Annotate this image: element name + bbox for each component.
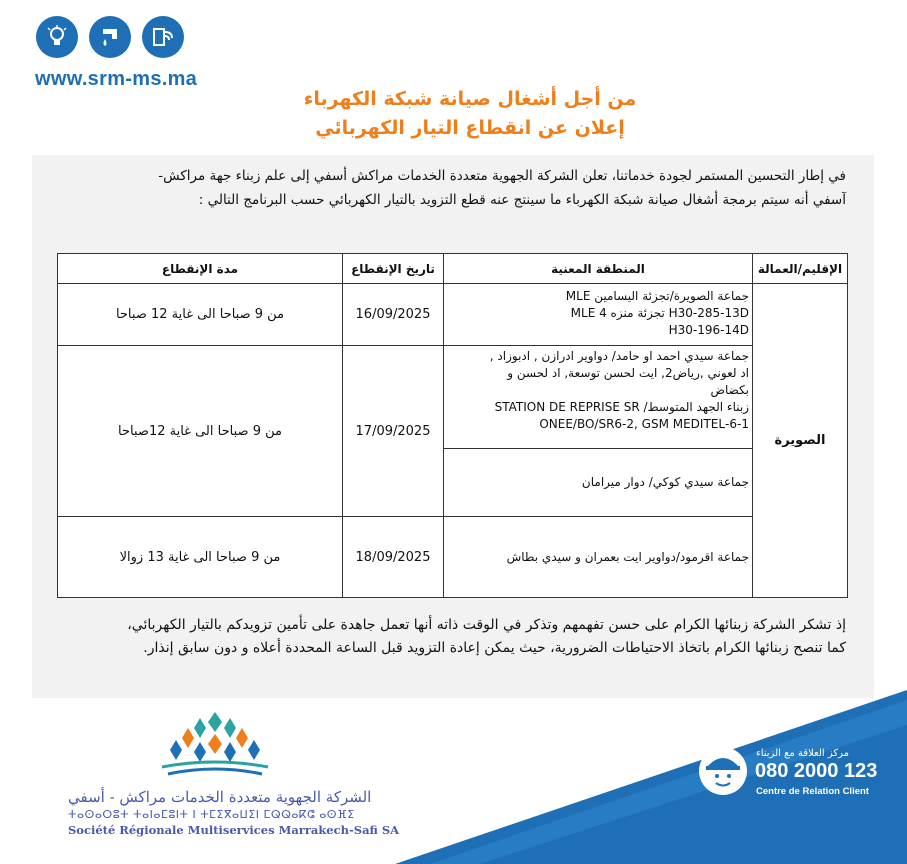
zone-cell: جماعة اقرمود/دواوير ايت بعمران و سيدي بطاش [444, 517, 753, 598]
company-logo-icon [160, 712, 270, 782]
intro-line-2: آسفي أنه سيتم برمجة أشغال صيانة شبكة الكهرباء ما سينتج عنه قطع التزويد بالتيار الكهربائي حسب البرنامج التالي : [198, 192, 846, 208]
outage-schedule-table [57, 253, 848, 598]
bulb-icon [36, 16, 78, 58]
header-date: تاريخ الإنقطاع [343, 254, 444, 284]
company-name-tifinagh: ⵜⴰⵙⴰⵔⵓⵜ ⵜⴰⵏⴰⵎⵓⵏⵜ ⵏ ⵜⵎⵉⴳⴰⵡⵉⵏ ⵎⵕⵕⴰⴽⵛ ⴰⵙⴼⵉ [68, 808, 355, 821]
outro-line-1: إذ تشكر الشركة زبنائها الكرام على حسن تفهمهم وتذكر في الوقت ذاته أنها تعمل جاهدة على تأمين تزويدكم بالتيار الكهربائي، [127, 617, 846, 633]
website-url[interactable]: www.srm-ms.ma [35, 68, 198, 90]
title-line-1: من أجل أشغال صيانة شبكة الكهرباء [303, 88, 637, 110]
sanitation-icon [142, 16, 184, 58]
date-cell: 16/09/2025 [343, 284, 444, 346]
intro-line-1: في إطار التحسين المستمر لجودة خدماتنا، تعلن الشركة الجهوية متعددة الخدمات مراكش أسفي إلى علم زبناء جهة مراكش- [158, 168, 846, 184]
outro-line-2: كما تنصح زبنائها الكرام باتخاذ الاحتياطات الضرورية، حيث يمكن إعادة التزويد قبل الساعة المحددة أعلاه و دون سابق إنذار. [143, 640, 846, 656]
duration-cell: من 9 صباحا الى غاية 12 صباحا [58, 284, 343, 346]
table-row [58, 346, 848, 449]
table-row [58, 284, 848, 346]
zone-cell: جماعة الصويرة/تجزئة اليسامين MLE H30-285-13D تجزئة منزه MLE 4 H30-196-14D [444, 284, 753, 346]
company-name-arabic: الشركة الجهوية متعددة الخدمات مراكش - أسفي [68, 788, 372, 806]
duration-cell: من 9 صباحا الى غاية 13 زوالا [58, 517, 343, 598]
company-name-french: Société Régionale Multiservices Marrakech-Safi SA [68, 823, 400, 837]
duration-cell: من 9 صباحا الى غاية 12صباحا [58, 346, 343, 517]
service-icons [36, 16, 184, 58]
date-cell: 17/09/2025 [343, 346, 444, 517]
zone-cell: جماعة سيدي احمد او حامد/ دواوير ادرازن , ادبوزاد , اد لعوني ,رياض2, ايت لحسن توسعة, اد لحسن و بكضاض زبناء الجهد المتوسط/ STATION DE REPRISE SR 6-1-ONEE/BO/SR6-2, GSM MEDITEL [444, 346, 753, 449]
header-zone: المنطقة المعنية [444, 254, 753, 284]
province-cell: الصويرة [753, 284, 848, 598]
title-line-2: إعلان عن انقطاع التيار الكهربائي [315, 117, 625, 139]
call-center-agent-icon [697, 745, 749, 797]
header-province: الإقليم/العمالة [753, 254, 848, 284]
table-row [58, 517, 848, 598]
call-center-label-arabic: مركز العلاقة مع الزبناء [756, 748, 850, 759]
table-header-row [58, 254, 848, 284]
date-cell: 18/09/2025 [343, 517, 444, 598]
call-center-label-french: Centre de Relation Client [756, 786, 869, 797]
header-duration: مدة الإنقطاع [58, 254, 343, 284]
call-center-number[interactable]: 080 2000 123 [755, 760, 878, 782]
water-tap-icon [89, 16, 131, 58]
zone-cell: جماعة سيدي كوكي/ دوار ميرامان [444, 449, 753, 517]
